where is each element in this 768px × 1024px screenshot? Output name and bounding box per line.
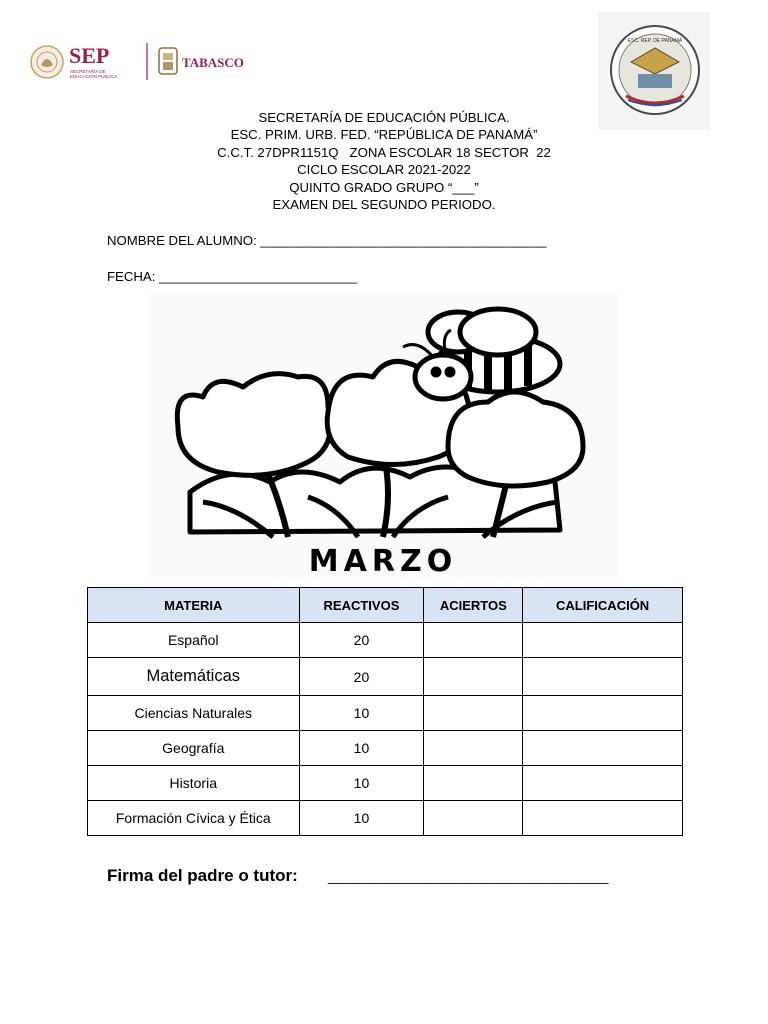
table-row	[88, 766, 683, 801]
grade-cell[interactable]	[523, 801, 683, 836]
date-field[interactable]: FECHA: ___________________________	[107, 269, 358, 284]
correct-cell[interactable]	[424, 696, 523, 731]
items-cell: 10	[299, 731, 424, 766]
column-header-materia: MATERIA	[88, 588, 300, 623]
grade-cell[interactable]	[523, 623, 683, 658]
document-header	[0, 109, 768, 213]
correct-cell[interactable]	[424, 766, 523, 801]
subject-cell: Historia	[88, 766, 300, 801]
table-row	[88, 696, 683, 731]
march-caption: MARZO	[308, 544, 458, 578]
parent-signature-line[interactable]: ____________________________________	[328, 868, 609, 884]
items-cell: 20	[299, 658, 424, 696]
correct-cell[interactable]	[424, 658, 523, 696]
grade-cell[interactable]	[523, 731, 683, 766]
grades-table	[87, 587, 683, 836]
tabasco-shield-icon	[159, 48, 177, 74]
items-cell: 10	[299, 696, 424, 731]
items-cell: 10	[299, 766, 424, 801]
svg-text:SECRETARÍA DE: SECRETARÍA DE	[70, 69, 106, 74]
grade-cell[interactable]	[523, 696, 683, 731]
sep-logo-text: SEP	[69, 43, 110, 68]
grade-cell[interactable]	[523, 766, 683, 801]
grade-cell[interactable]	[523, 658, 683, 696]
table-row	[88, 801, 683, 836]
subject-cell: Español	[88, 623, 300, 658]
header-line-3: C.C.T. 27DPR1151Q ZONA ESCOLAR 18 SECTOR 22	[217, 144, 551, 160]
header-line-5: QUINTO GRADO GRUPO “___”	[289, 179, 479, 195]
correct-cell[interactable]	[424, 801, 523, 836]
table-row	[88, 623, 683, 658]
correct-cell[interactable]	[424, 623, 523, 658]
tabasco-logo-text: TABASCO	[182, 55, 244, 70]
column-header-reactivos: REACTIVOS	[299, 588, 424, 623]
column-header-aciertos: ACIERTOS	[424, 588, 523, 623]
table-header-row	[88, 588, 683, 623]
column-header-calificacion: CALIFICACIÓN	[523, 588, 683, 623]
march-flowers-bee-illustration	[148, 292, 618, 578]
correct-cell[interactable]	[424, 731, 523, 766]
student-name-field[interactable]: NOMBRE DEL ALUMNO: _______________________________________	[107, 233, 547, 248]
mexico-coat-of-arms-icon	[31, 46, 63, 78]
subject-cell: Ciencias Naturales	[88, 696, 300, 731]
parent-signature-label: Firma del padre o tutor:	[107, 866, 298, 885]
items-cell: 20	[299, 623, 424, 658]
subject-cell: Matemáticas	[88, 658, 300, 696]
header-line-4: CICLO ESCOLAR 2021-2022	[297, 162, 471, 178]
header-line-2: ESC. PRIM. URB. FED. “REPÚBLICA DE PANAMÁ”	[230, 127, 538, 143]
subject-cell: Formación Cívica y Ética	[88, 801, 300, 836]
sep-tabasco-logo	[28, 40, 258, 84]
svg-text:EDUCACIÓN PÚBLICA: EDUCACIÓN PÚBLICA	[70, 74, 118, 79]
subject-cell: Geografía	[88, 731, 300, 766]
svg-text:ESC. REP. DE PANAMÁ: ESC. REP. DE PANAMÁ	[627, 38, 683, 44]
items-cell: 10	[299, 801, 424, 836]
table-row	[88, 731, 683, 766]
header-line-1: SECRETARÍA DE EDUCACIÓN PÚBLICA.	[258, 110, 510, 125]
table-row	[88, 658, 683, 696]
header-line-6: EXAMEN DEL SEGUNDO PERIODO.	[272, 197, 496, 213]
